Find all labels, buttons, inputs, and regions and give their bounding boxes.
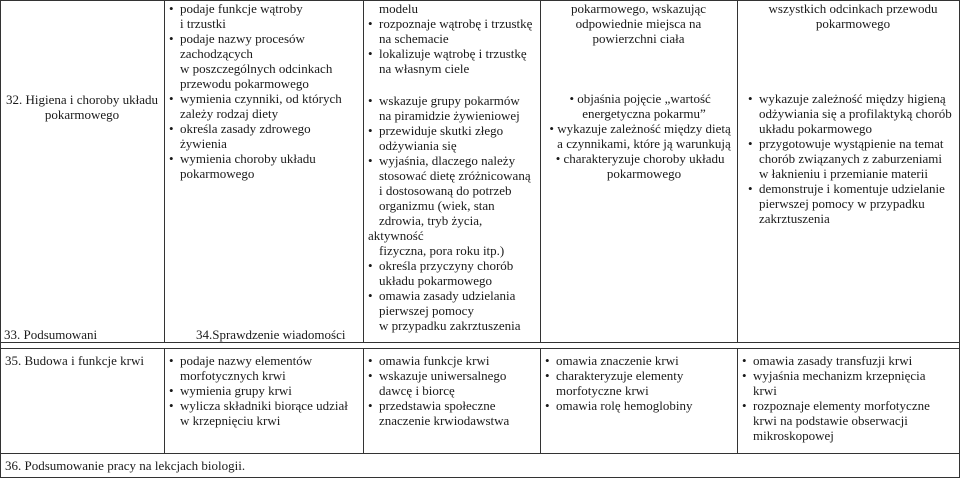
item-text: wskazuje grupy pokarmów bbox=[379, 93, 520, 108]
summary-row-34 bbox=[196, 327, 396, 342]
list-item bbox=[748, 121, 958, 136]
list-item bbox=[545, 383, 735, 398]
list-item bbox=[368, 138, 540, 153]
text-line bbox=[748, 1, 958, 16]
list-item bbox=[169, 383, 361, 398]
list-item bbox=[368, 1, 540, 16]
text-block bbox=[748, 1, 958, 31]
bullet-icon: • bbox=[368, 258, 373, 273]
item-text: omawia funkcje krwi bbox=[379, 353, 490, 368]
item-text: morfotycznych krwi bbox=[180, 368, 286, 383]
bullet-icon: • bbox=[368, 93, 373, 108]
list-item bbox=[368, 413, 540, 428]
item-text: i trzustki bbox=[180, 16, 226, 31]
requirements-expanded bbox=[545, 353, 735, 413]
bullet-icon: • bbox=[169, 1, 174, 16]
list-item bbox=[545, 398, 735, 413]
list-item bbox=[169, 46, 361, 61]
list-item bbox=[742, 398, 957, 413]
list-item bbox=[748, 166, 958, 181]
item-text: pokarmowego bbox=[815, 16, 891, 31]
bullet-icon: • bbox=[545, 398, 550, 413]
bullet-icon: • bbox=[169, 91, 174, 106]
list-item bbox=[541, 136, 736, 151]
bullet-list bbox=[742, 353, 957, 443]
bullet-icon: • bbox=[368, 123, 373, 138]
list-item bbox=[748, 136, 958, 151]
col-rule bbox=[737, 348, 738, 453]
item-text: morfotyczne krwi bbox=[556, 383, 649, 398]
col-rule bbox=[164, 0, 165, 342]
list-item bbox=[368, 243, 540, 258]
topic-cell bbox=[5, 353, 163, 368]
bullet-icon: • bbox=[569, 91, 574, 106]
list-item bbox=[545, 368, 735, 383]
list-item bbox=[368, 31, 540, 46]
row-rule bbox=[0, 453, 960, 454]
item-text: odpowiednie miejsca na bbox=[575, 16, 702, 31]
bullet-list bbox=[368, 1, 540, 76]
list-item bbox=[169, 1, 361, 16]
item-text: na własnym ciele bbox=[379, 61, 470, 76]
bullet-icon: • bbox=[545, 368, 550, 383]
item-text: i dostosowaną do potrzeb bbox=[379, 183, 512, 198]
list-item bbox=[748, 196, 958, 211]
item-text: pokarmowego bbox=[180, 166, 255, 181]
list-item bbox=[368, 46, 540, 61]
item-text: powierzchni ciała bbox=[592, 31, 685, 46]
item-text: określa przyczyny chorób bbox=[379, 258, 514, 273]
item-text: układu pokarmowego bbox=[759, 121, 873, 136]
bullet-icon: • bbox=[742, 368, 747, 383]
item-text: na schemacie bbox=[379, 31, 449, 46]
item-text: pokarmowego, wskazując bbox=[570, 1, 706, 16]
bullet-list bbox=[368, 93, 540, 333]
bullet-icon: • bbox=[368, 46, 373, 61]
item-text: wymienia choroby układu bbox=[180, 151, 316, 166]
list-item bbox=[368, 93, 540, 108]
item-text: wykazuje zależność między higieną bbox=[759, 91, 946, 106]
requirements-complete bbox=[742, 353, 957, 443]
item-text: energetyczna pokarmu” bbox=[582, 106, 706, 121]
item-text: rozpoznaje elementy morfotyczne bbox=[753, 398, 930, 413]
item-text: demonstruje i komentuje udzielanie bbox=[759, 181, 945, 196]
list-item bbox=[169, 31, 361, 46]
list-item bbox=[541, 121, 736, 136]
item-text: stosować dietę zróżnicowaną bbox=[379, 168, 531, 183]
text-line bbox=[541, 1, 736, 16]
bullet-icon: • bbox=[169, 398, 174, 413]
item-text: omawia zasady udzielania bbox=[379, 288, 516, 303]
item-text: omawia zasady transfuzji krwi bbox=[753, 353, 913, 368]
item-text: pierwszej pomocy bbox=[379, 303, 474, 318]
list-item bbox=[368, 108, 540, 123]
item-text: charakteryzuje choroby układu bbox=[563, 151, 725, 166]
item-text: znaczenie krwiodawstwa bbox=[379, 413, 510, 428]
lesson-34-label: 34.Sprawdzenie wiadomości bbox=[196, 327, 346, 342]
list-item bbox=[368, 258, 540, 273]
bullet-icon: • bbox=[169, 151, 174, 166]
list-item bbox=[368, 61, 540, 76]
topic-cell bbox=[4, 92, 160, 122]
text-line bbox=[541, 31, 736, 46]
item-text: w łaknieniu i przemianie materii bbox=[759, 166, 928, 181]
requirements-extended bbox=[368, 353, 540, 428]
bullet-icon: • bbox=[368, 16, 373, 31]
list-item bbox=[742, 428, 957, 443]
lesson-36-label: 36. Podsumowanie pracy na lekcjach biologii. bbox=[5, 458, 246, 473]
item-text: organizmu (wiek, stan bbox=[379, 198, 495, 213]
list-item bbox=[541, 151, 736, 166]
item-text: zależy rodzaj diety bbox=[180, 106, 279, 121]
list-item bbox=[368, 168, 540, 183]
item-text: określa zasady zdrowego bbox=[180, 121, 311, 136]
bullet-icon: • bbox=[748, 91, 753, 106]
requirements-basic bbox=[169, 1, 361, 181]
list-item bbox=[169, 413, 361, 428]
list-item bbox=[368, 123, 540, 138]
row-rule bbox=[0, 348, 960, 349]
item-text: zakrztuszenia bbox=[759, 211, 830, 226]
item-text: omawia znaczenie krwi bbox=[556, 353, 679, 368]
list-item bbox=[368, 288, 540, 303]
bullet-icon: • bbox=[169, 353, 174, 368]
item-text: wymienia czynniki, od których bbox=[180, 91, 342, 106]
bullet-icon: • bbox=[549, 121, 554, 136]
lesson-33-label: 33. Podsumowani bbox=[4, 327, 98, 342]
bullet-icon: • bbox=[169, 383, 174, 398]
col-rule bbox=[540, 348, 541, 453]
col-rule bbox=[0, 0, 1, 478]
item-text: fizyczna, pora roku itp.) bbox=[379, 243, 505, 258]
text-block bbox=[541, 1, 736, 46]
list-item bbox=[748, 151, 958, 166]
item-text: wylicza składniki biorące udział bbox=[180, 398, 348, 413]
list-item bbox=[368, 198, 540, 213]
item-text: podaje nazwy procesów bbox=[180, 31, 305, 46]
col-rule bbox=[363, 0, 364, 342]
list-item bbox=[368, 183, 540, 198]
item-text: podaje funkcje wątroby bbox=[180, 1, 303, 16]
summary-row-36 bbox=[5, 458, 505, 473]
list-item bbox=[169, 16, 361, 31]
list-item bbox=[368, 213, 540, 243]
col-rule bbox=[363, 348, 364, 453]
item-text: a czynnikami, które ją warunkują bbox=[557, 136, 731, 151]
list-item bbox=[169, 353, 361, 368]
list-item bbox=[169, 121, 361, 136]
bullet-icon: • bbox=[748, 136, 753, 151]
item-text: zdrowia, tryb życia, aktywność bbox=[368, 213, 483, 243]
list-item bbox=[169, 61, 361, 76]
item-text: wymienia grupy krwi bbox=[180, 383, 292, 398]
list-item bbox=[748, 106, 958, 121]
item-text: chorób związanych z zaburzeniami bbox=[759, 151, 942, 166]
list-item bbox=[368, 398, 540, 413]
bullet-icon: • bbox=[742, 353, 747, 368]
list-item bbox=[169, 106, 361, 121]
item-text: podaje nazwy elementów bbox=[180, 353, 313, 368]
list-item bbox=[169, 368, 361, 383]
bullet-list bbox=[541, 91, 736, 181]
list-item bbox=[169, 136, 361, 151]
list-item bbox=[368, 16, 540, 31]
item-text: rozpoznaje wątrobę i trzustkę bbox=[379, 16, 533, 31]
text-line bbox=[541, 16, 736, 31]
bullet-icon: • bbox=[368, 398, 373, 413]
bullet-icon: • bbox=[169, 121, 174, 136]
item-text: lokalizuje wątrobę i trzustkę bbox=[379, 46, 527, 61]
requirements-basic bbox=[169, 353, 361, 428]
item-text: wyjaśnia, dlaczego należy bbox=[379, 153, 516, 168]
list-item bbox=[748, 211, 958, 226]
list-item bbox=[748, 91, 958, 106]
item-text: przewiduje skutki złego bbox=[379, 123, 504, 138]
topic-title: 32. Higiena i choroby układu pokarmowego bbox=[6, 92, 158, 122]
list-item bbox=[742, 368, 957, 383]
requirements-expanded bbox=[541, 1, 736, 181]
item-text: zachodzących bbox=[180, 46, 253, 61]
list-item bbox=[748, 181, 958, 196]
list-item bbox=[368, 368, 540, 383]
item-text: pokarmowego bbox=[606, 166, 682, 181]
list-item bbox=[169, 398, 361, 413]
item-text: krwi bbox=[753, 383, 777, 398]
item-text: odżywiania się a profilaktyką chorób bbox=[759, 106, 952, 121]
item-text: przygotowuje wystąpienie na temat bbox=[759, 136, 944, 151]
item-text: wskazuje uniwersalnego bbox=[379, 368, 507, 383]
item-text: charakteryzuje elementy bbox=[556, 368, 684, 383]
bullet-icon: • bbox=[545, 353, 550, 368]
list-item bbox=[368, 153, 540, 168]
bullet-icon: • bbox=[368, 353, 373, 368]
requirements-extended bbox=[368, 1, 540, 333]
bullet-icon: • bbox=[748, 181, 753, 196]
col-rule bbox=[164, 348, 165, 453]
bullet-icon: • bbox=[169, 31, 174, 46]
list-item bbox=[742, 413, 957, 428]
item-text: w poszczególnych odcinkach bbox=[180, 61, 333, 76]
list-item bbox=[169, 91, 361, 106]
bullet-list bbox=[169, 353, 361, 428]
item-text: wyjaśnia mechanizm krzepnięcia bbox=[753, 368, 926, 383]
bullet-icon: • bbox=[368, 368, 373, 383]
list-item bbox=[368, 303, 540, 318]
item-text: układu pokarmowego bbox=[379, 273, 493, 288]
list-item bbox=[368, 353, 540, 368]
item-text: modelu bbox=[379, 1, 418, 16]
list-item bbox=[541, 91, 736, 106]
col-rule bbox=[737, 0, 738, 342]
item-text: na piramidzie żywieniowej bbox=[379, 108, 520, 123]
bullet-list bbox=[368, 353, 540, 428]
requirements-complete bbox=[748, 1, 958, 226]
item-text: w krzepnięciu krwi bbox=[180, 413, 281, 428]
row-rule bbox=[0, 342, 960, 343]
list-item bbox=[368, 383, 540, 398]
item-text: objaśnia pojęcie „wartość bbox=[577, 91, 711, 106]
summary-row-33 bbox=[4, 327, 174, 342]
list-item bbox=[742, 353, 957, 368]
item-text: w przypadku zakrztuszenia bbox=[379, 318, 521, 333]
list-item bbox=[368, 273, 540, 288]
item-text: żywienia bbox=[180, 136, 227, 151]
bullet-icon: • bbox=[368, 288, 373, 303]
item-text: przedstawia społeczne bbox=[379, 398, 496, 413]
list-item bbox=[169, 151, 361, 166]
bullet-icon: • bbox=[368, 153, 373, 168]
text-line bbox=[748, 16, 958, 31]
item-text: mikroskopowej bbox=[753, 428, 834, 443]
item-text: pierwszej pomocy w przypadku bbox=[759, 196, 925, 211]
item-text: przewodu pokarmowego bbox=[180, 76, 309, 91]
list-item bbox=[545, 353, 735, 368]
list-item bbox=[541, 106, 736, 121]
item-text: krwi na podstawie obserwacji bbox=[753, 413, 908, 428]
item-text: wykazuje zależność między dietą bbox=[557, 121, 731, 136]
bullet-icon: • bbox=[742, 398, 747, 413]
list-item bbox=[169, 76, 361, 91]
list-item bbox=[169, 166, 361, 181]
list-item bbox=[541, 166, 736, 181]
bullet-list bbox=[169, 1, 361, 181]
topic-title: 35. Budowa i funkcje krwi bbox=[5, 353, 145, 368]
bullet-list bbox=[748, 91, 958, 226]
item-text: odżywiania się bbox=[379, 138, 457, 153]
bullet-icon: • bbox=[555, 151, 561, 166]
item-text: wszystkich odcinkach przewodu bbox=[768, 1, 938, 16]
bullet-list bbox=[545, 353, 735, 413]
item-text: dawcę i biorcę bbox=[379, 383, 455, 398]
list-item bbox=[742, 383, 957, 398]
item-text: omawia rolę hemoglobiny bbox=[556, 398, 693, 413]
